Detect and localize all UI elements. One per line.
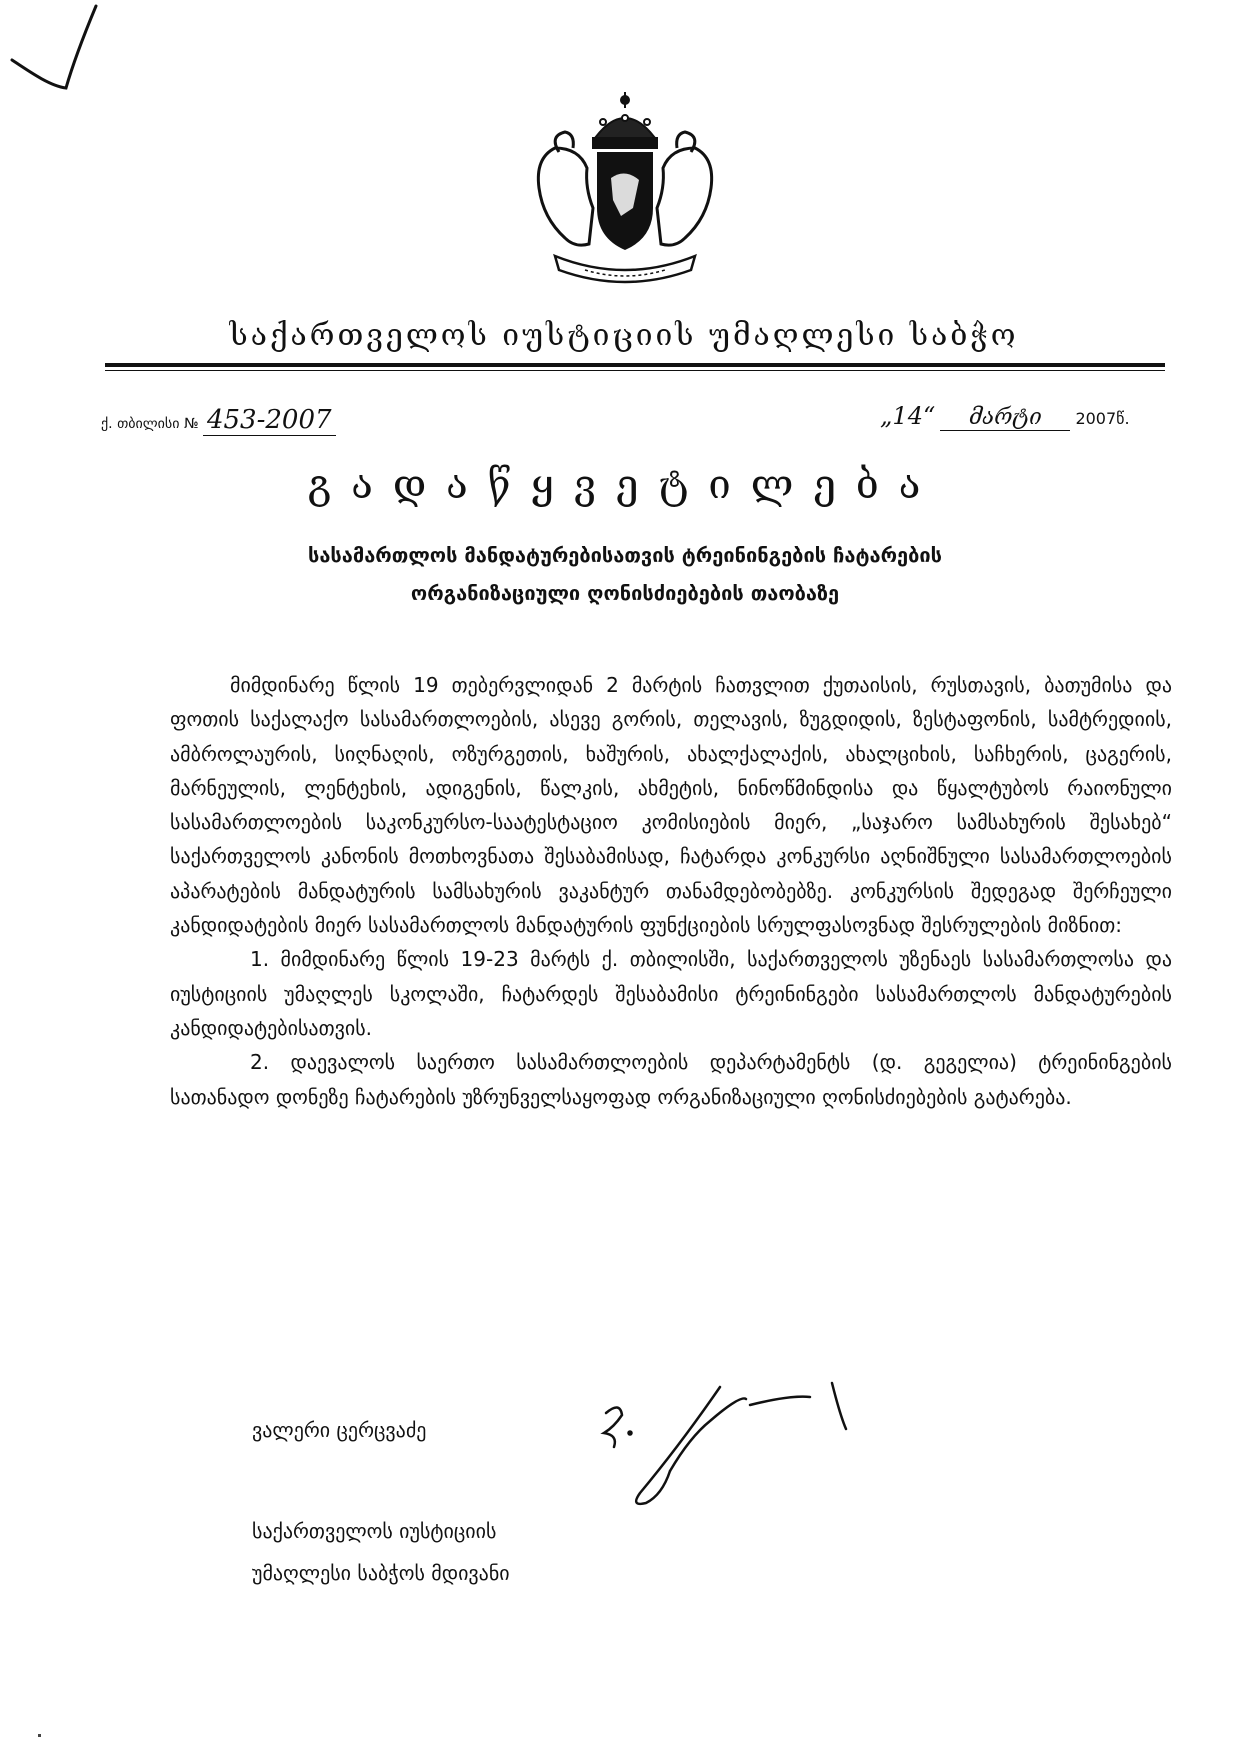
decision-item-2: 2. დაევალოს საერთო სასამართლოების დეპარტამენტს (დ. გეგელია) ტრეინინგების სათანადო დონეზე ჩატარების უზრუნველსაყოფად ორგანიზაციული ღონისძიებების გატარება. (170, 1050, 1172, 1109)
document-subject (150, 536, 1100, 612)
organization-title: საქართველოს იუსტიციის უმაღლესი საბჭო (229, 318, 1019, 353)
document-number: 453-2007 (203, 405, 336, 436)
decision-item-1: 1. მიმდინარე წლის 19-23 მარტს ქ. თბილისში, საქართველოს უზენაეს სასამართლოსა და იუსტიციის უმაღლეს სკოლაში, ჩატარდეს შესაბამისი ტრეინინგები სასამართლოს მანდატურების კანდიდატებისათვის. (170, 947, 1172, 1040)
reference-number-line (101, 405, 336, 435)
handwritten-signature (600, 1375, 960, 1525)
signatory-title (252, 1510, 510, 1594)
check-mark (0, 0, 110, 110)
document-type-heading: გადაწყვეტილება (307, 462, 941, 508)
header-divider-thin (105, 370, 1165, 371)
signatory-title-line-1: საქართველოს იუსტიციის (252, 1519, 497, 1543)
date-day: „14“ (880, 402, 936, 430)
subject-line-1: სასამართლოს მანდატურებისათვის ტრეინინგების ჩატარების (307, 543, 943, 567)
coat-of-arms-emblem (515, 88, 735, 288)
city-label: ქ. თბილისი № (101, 416, 199, 432)
document-date (880, 402, 1130, 431)
subject-line-2: ორგანიზაციული ღონისძიებების თაობაზე (410, 581, 840, 605)
date-month: მარტი (940, 405, 1070, 431)
document-body (170, 668, 1172, 1114)
intro-paragraph: მიმდინარე წლის 19 თებერვლიდან 2 მარტის ჩათვლით ქუთაისის, რუსთავის, ბათუმისა და ფოთის საქალაქო სასამართლოების, ასევე გორის, თელავის, ზუგდიდის, ზესტაფონის, სამტრედიის, ამბროლაურის, სიღნაღის, ოზურგეთის, ხაშურის, ახალქალაქის, ახალციხის, საჩხერის, ცაგერის, მარნეულის, ლენტეხის, ადიგენის, წალკის, ახმეტის, ნინოწმინდისა და წყალტუბოს რაიონული სასამართლოების საკონკურსო-საატესტაციო კომისიების მიერ, „საჯარო სამსახურის შესახებ“ საქართველოს კანონის მოთხოვნათა შესაბამისად, ჩატარდა კონკურსი აღნიშნული სასამართლოების აპარატების მანდატურის სამსახურის ვაკანტურ თანამდებობებზე. კონკურსის შედეგად შერჩეული კანდიდატების მიერ სასამართლოს მანდატურის ფუნქციების სრულფასოვნად შესრულების მიზნით: (170, 673, 1172, 938)
signatory-name: ვალერი ცერცვაძე (252, 1418, 427, 1442)
scan-speck (38, 1734, 41, 1737)
date-year: 2007წ. (1075, 409, 1130, 428)
header-divider-thick (105, 363, 1165, 367)
signatory-title-line-2: უმაღლესი საბჭოს მდივანი (252, 1561, 510, 1585)
